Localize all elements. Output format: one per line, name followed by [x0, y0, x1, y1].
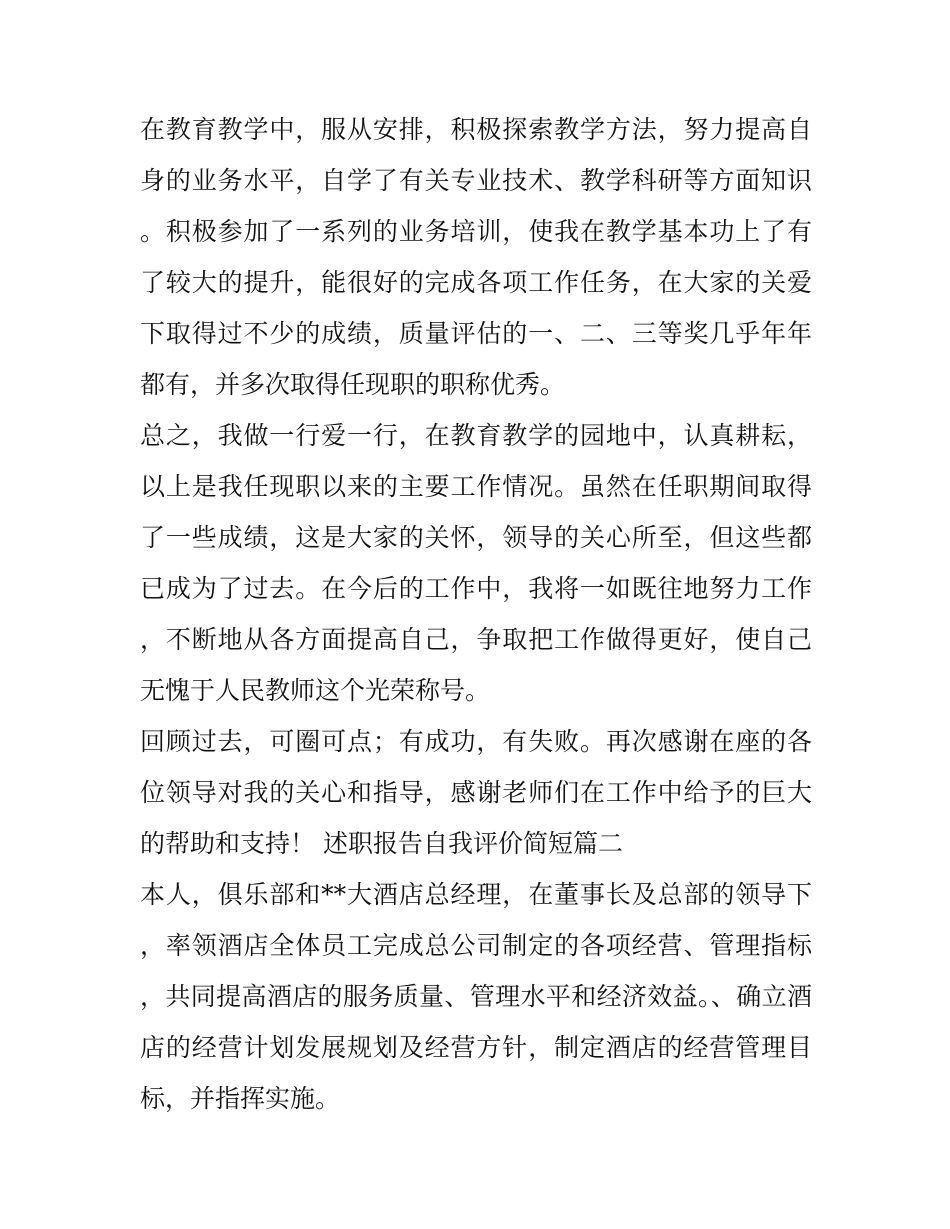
paragraph-teaching-work: 在教育教学中，服从安排，积极探索教学方法，努力提高自身的业务水平，自学了有关专业技术、教学科研等方面知识。积极参加了一系列的业务培训，使我在教学基本功上了有了较大的提升，能很好的完成各项工作任务，在大家的关爱下取得过不少的成绩，质量评估的一、二、三等奖几乎年年都有，并多次取得任现职的职称优秀。 — [140, 115, 812, 399]
paragraph-review-thanks: 回顾过去，可圈可点；有成功，有失败。再次感谢在座的各位领导对我的关心和指导，感谢老师们在工作中给予的巨大的帮助和支持！ 述职报告自我评价简短篇二 — [140, 727, 812, 858]
document-body — [140, 104, 812, 1124]
paragraph-hotel-manager: 本人，俱乐部和**大酒店总经理，在董事长及总部的领导下，率领酒店全体员工完成总公司制定的各项经营、管理指标，共同提高酒店的服务质量、管理水平和经济效益。、确立酒店的经营计划发展规划及经营方针，制定酒店的经营管理目标，并指挥实施。 — [140, 880, 812, 1113]
paragraph-summary: 总之，我做一行爱一行，在教育教学的园地中，认真耕耘，以上是我任现职以来的主要工作情况。虽然在任职期间取得了一些成绩，这是大家的关怀，领导的关心所至，但这些都已成为了过去。在今后的工作中，我将一如既往地努力工作，不断地从各方面提高自己，争取把工作做得更好，使自己无愧于人民教师这个光荣称号。 — [140, 421, 812, 705]
